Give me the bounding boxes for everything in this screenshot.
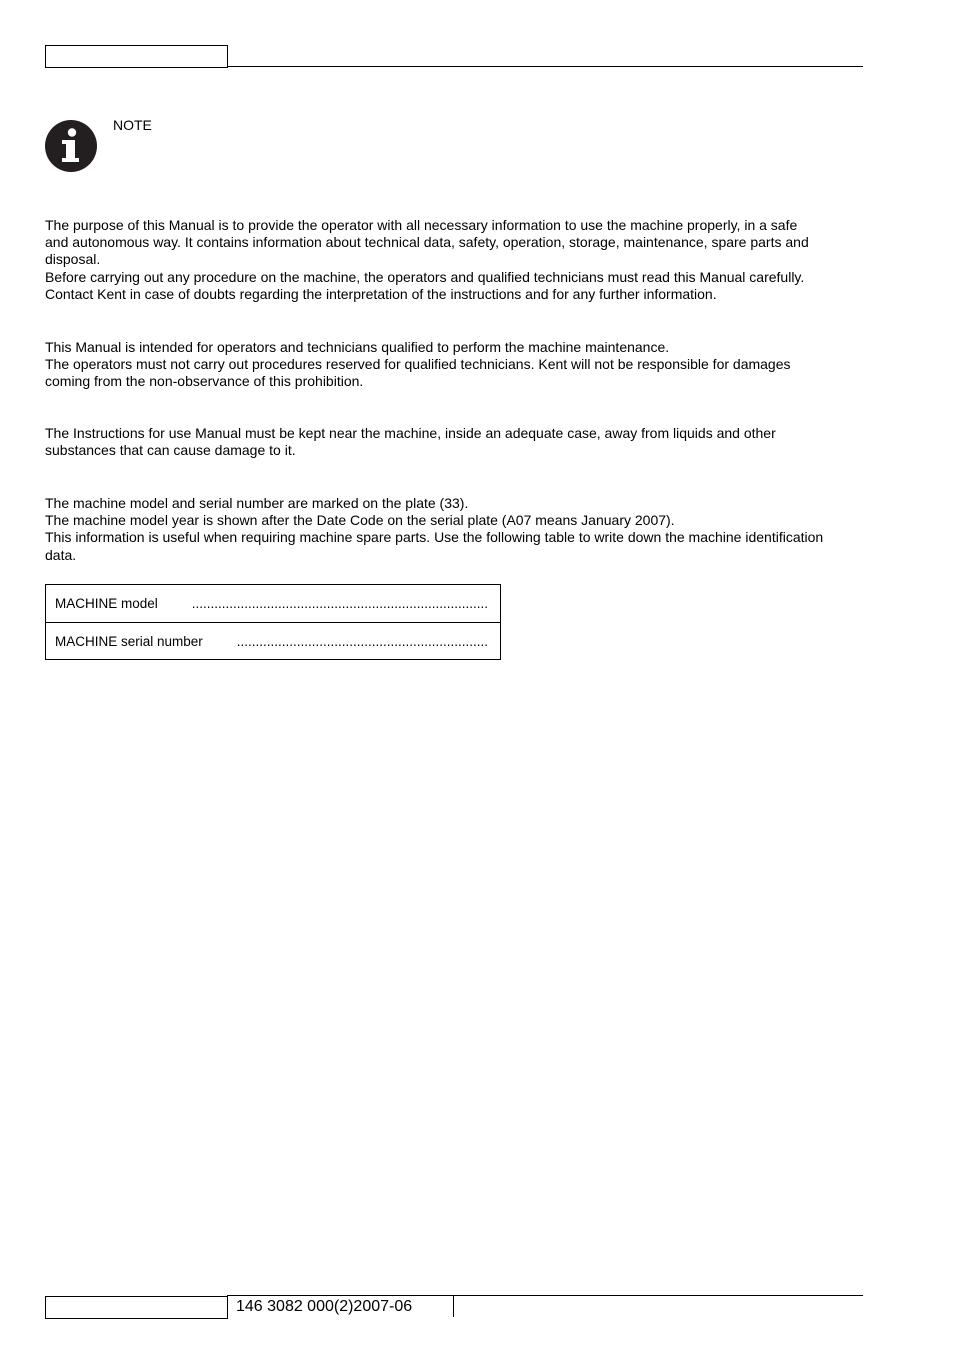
text-line: disposal. xyxy=(45,251,101,268)
text-line: data. xyxy=(45,546,77,563)
purpose-paragraph xyxy=(45,217,860,303)
storage-paragraph xyxy=(45,425,860,459)
text-line: substances that can cause damage to it. xyxy=(45,442,296,459)
machine-serial-fill-line: ................................................................... xyxy=(236,634,488,649)
info-icon xyxy=(45,120,97,172)
text-line: coming from the non-observance of this prohibition. xyxy=(45,373,364,390)
text-line: The Instructions for use Manual must be kept near the machine, inside an adequate case, away from liquids and other xyxy=(45,425,776,441)
text-line: The purpose of this Manual is to provide the operator with all necessary information to use the machine properly, in a safe xyxy=(45,217,798,233)
footer-rule xyxy=(227,1295,863,1296)
machine-serial-row xyxy=(46,623,500,660)
machine-id-table xyxy=(45,584,501,660)
header-rule xyxy=(227,66,863,67)
text-line: Before carrying out any procedure on the machine, the operators and qualified technicians must read this Manual carefully. xyxy=(45,268,805,285)
machine-serial-label: MACHINE serial number xyxy=(55,634,203,649)
machine-model-label: MACHINE model xyxy=(55,596,158,611)
footer-divider xyxy=(453,1296,454,1317)
identification-paragraph xyxy=(45,495,860,564)
document-code: 146 3082 000(2)2007-06 xyxy=(236,1298,413,1315)
text-line: and autonomous way. It contains information about technical data, safety, operation, storage, maintenance, spare parts and xyxy=(45,234,809,251)
text-line: The machine model and serial number are marked on the plate (33). xyxy=(45,495,469,511)
text-line: This information is useful when requiring machine spare parts. Use the following table to write down the machine identification xyxy=(45,529,824,546)
intended-users-paragraph xyxy=(45,339,860,391)
header-box xyxy=(45,45,228,68)
text-line: Contact Kent in case of doubts regarding the interpretation of the instructions and for any further information. xyxy=(45,285,717,302)
text-line: This Manual is intended for operators and technicians qualified to perform the machine maintenance. xyxy=(45,339,670,355)
machine-model-row xyxy=(46,585,500,623)
footer-box xyxy=(45,1296,228,1319)
machine-model-fill-line: ............................................................................... xyxy=(191,596,488,611)
text-line: The operators must not carry out procedures reserved for qualified technicians. Kent will not be responsible for damages xyxy=(45,356,791,373)
note-label: NOTE xyxy=(113,117,152,133)
text-line: The machine model year is shown after the Date Code on the serial plate (A07 means January 2007). xyxy=(45,512,675,529)
